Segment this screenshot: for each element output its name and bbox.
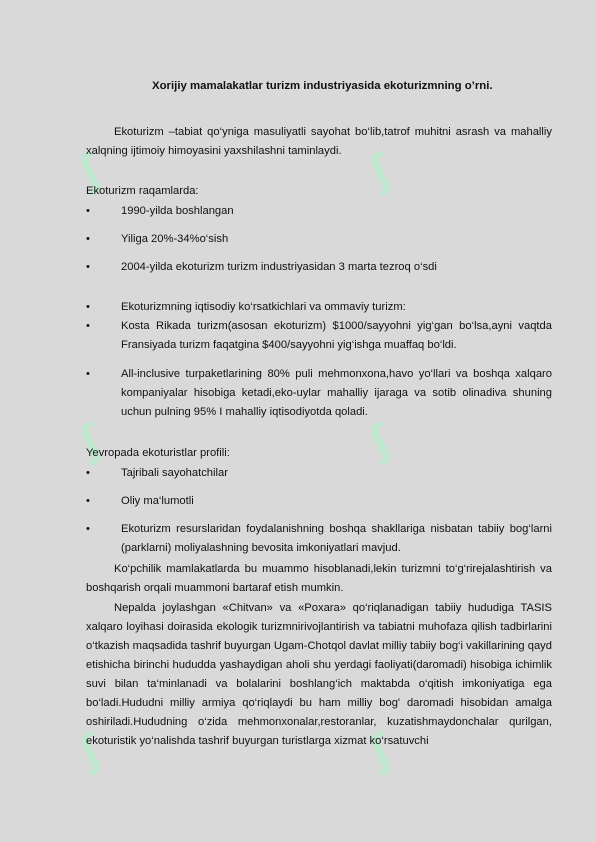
watermark-logo: ʃ [362,724,399,777]
list-item: • Kosta Rikada turizm(asosan ekoturizm) $1000/sayyohni yig‘gan bo‘lsa,ayni vaqtda Fransiyada turizm faqatgina $400/sayyohni yig‘ishga muaffaq bo‘ldi. [86,317,552,355]
list-item: • Ekoturizm resurslaridan foydalanishning boshqa shakllariga nisbatan tabiiy bog‘larni (parklarni) moliyalashning bevosita imkoniyatlari mavjud. [86,520,552,558]
bullet-icon: • [86,301,90,313]
bullet-icon: • [86,368,90,380]
intro-paragraph: Ekoturizm –tabiat qo‘yniga masuliyatli sayohat bo‘lib,tatrof muhitni asrash va mahalliy xalqning ijtimoiy himoyasini yaxshilashni taminlaydi. [86,126,552,157]
figures-heading: Ekoturizm raqamlarda: [86,185,199,197]
bullet-icon: • [86,467,90,479]
document-title: Xorijiy mamalakatlar turizm industriyasida ekoturizmning o’rni. [152,80,493,92]
profile-heading: Yevropada ekoturistlar profili: [86,447,230,459]
watermark-logo: ʃ [362,414,399,467]
paragraph: Ko‘pchilik mamlakatlarda bu muammo hisoblanadi,lekin turizmni to‘g‘rirejalashtirish va boshqarish orqali muammoni bartaraf etish mumkin. [86,563,552,594]
bullet-icon: • [86,495,90,507]
list-item: • All-inclusive turpaketlarining 80% puli mehmonxona,havo yo‘llari va boshqa xalqaro kompaniyalar hisobiga ketadi,eko-uylar mahalliy ijaraga va sotib olinadiva shuning uchun pulning 95% I mahalliy iqtisodiyotda qoladi. [86,365,552,422]
list-item: • 2004-yilda ekoturizm turizm industriyasidan 3 marta tezroq o‘sdi [86,258,552,277]
bullet-icon: • [86,320,90,332]
watermark-logo: ʃ [72,724,109,777]
bullet-icon: • [86,233,90,245]
paragraph: Nepalda joylashgan «Chitvan» va «Poxara» qo‘riqlanadigan tabiiy hududiga TASIS xalqaro loyihasi doirasida ekologik turizmnirivojlantirish va tabiatni muhofaza qilish tadbirlarini o‘tkazish maqsadida tashrif buyurgan Ugam-Chotqol davlat milliy tabiiy bog‘i vakillarining qayd etishicha birinchi hududda yashaydigan aholi shu yerdagi faoliyati(daromadi) hisobiga ichimlik suvi bilan ta‘minlanadi va bolalarini boshlang‘ich maktabda o‘qitish imkoniyatiga ega bo‘ladi.Hududni milliy armiya qo‘riqlaydi bu ham milliy bog' daromadi hisobidan amalga oshiriladi.Hududning o‘zida mehmonxonalar,restoranlar, kuzatishmaydonchalar qurilgan, ekoturistik yo‘nalishda tashrif buyurgan turistlarga xizmat ko‘rsatuvchi [86,602,552,747]
watermark-logo: ʃ [72,414,109,467]
bullet-icon: • [86,261,90,273]
list-item: • Tajribali sayohatchilar [86,464,552,483]
list-item: • Ekoturizmning iqtisodiy ko‘rsatkichlari va ommaviy turizm: [86,298,552,317]
watermark-logo: ʃ [362,144,399,197]
list-item: • Oliy ma‘lumotli [86,492,552,511]
bullet-icon: • [86,523,90,535]
list-item: • 1990-yilda boshlangan [86,202,552,221]
list-item: • Yiliga 20%-34%o‘sish [86,230,552,249]
watermark-logo: ʃ [72,144,109,197]
bullet-icon: • [86,205,90,217]
